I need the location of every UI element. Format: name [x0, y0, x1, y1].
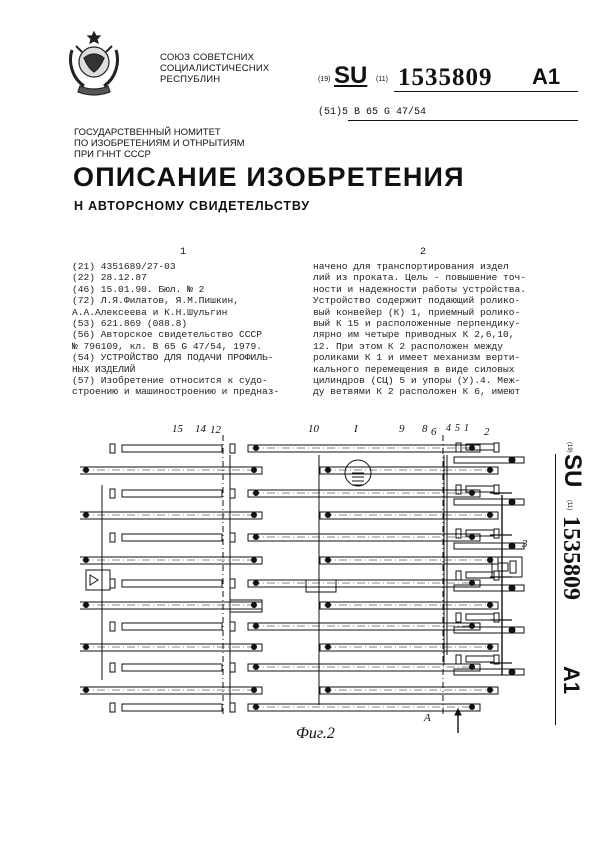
roller: [456, 443, 461, 452]
sprocket-icon: [254, 491, 259, 496]
cylinder-box: [306, 580, 336, 592]
label-1: 1: [464, 423, 469, 434]
biblio-line: (21) 4351689/27-03: [72, 261, 176, 272]
label-10: 10: [308, 423, 319, 435]
ipc-underline: [348, 120, 578, 121]
sprocket-icon: [509, 543, 515, 549]
conveyor-beam-12: [80, 557, 262, 564]
receiving-roller-15: [122, 580, 222, 587]
conveyor-beam-12: [80, 467, 262, 474]
ussr-emblem-icon: [62, 28, 126, 98]
motor-icon: [90, 575, 98, 585]
biblio-line: (46) 15.01.90. Бюл. № 2: [72, 283, 205, 295]
union-line: РЕСПУБЛИН: [160, 74, 221, 85]
roller: [494, 529, 499, 538]
conveyor-beam-12: [80, 602, 262, 609]
side-country-code: SU: [559, 454, 586, 488]
roller: [230, 663, 235, 672]
sprocket-icon: [509, 669, 515, 675]
roller: [110, 489, 115, 498]
sprocket-icon: [488, 468, 493, 473]
figure-caption: Фиг.2: [296, 725, 335, 742]
conveyor-beam-10: [248, 704, 480, 711]
conveyor-beam-6: [320, 557, 498, 564]
sprocket-icon: [254, 624, 259, 629]
committee-name: [74, 127, 245, 160]
sprocket-icon: [326, 513, 331, 518]
sprocket-icon: [326, 558, 331, 563]
label-4: 4: [446, 423, 451, 434]
conveyor-beam-10: [248, 490, 480, 497]
roller: [110, 663, 115, 672]
sprocket-icon: [326, 603, 331, 608]
sprocket-icon: [326, 688, 331, 693]
abstract-line: Устройство содержит подающий ролико-: [313, 295, 521, 307]
receiving-roller-15: [122, 623, 222, 630]
sprocket-icon: [252, 513, 257, 518]
side-code-19: (19): [566, 442, 572, 453]
roller: [110, 533, 115, 542]
sprocket-icon: [252, 603, 257, 608]
abstract-line: вый К 15 и расположенные перпендику-: [313, 318, 521, 330]
conveyor-beam-6: [320, 467, 498, 474]
patent-identifier: [314, 62, 578, 91]
roller: [456, 571, 461, 580]
conveyor-beam-10: [248, 664, 480, 671]
abstract-line: кального перемещения в виде силовых: [313, 363, 515, 375]
roller: [456, 613, 461, 622]
sprocket-icon: [252, 468, 257, 473]
sprocket-icon: [509, 585, 515, 591]
biblio-line: А.А.Алексеева и К.Н.Шульгин: [72, 306, 228, 318]
biblio-line: (53) 621.869 (088.8): [72, 318, 188, 330]
sprocket-icon: [470, 535, 475, 540]
label-5: 5: [455, 423, 460, 434]
abstract-line: цилиндров (СЦ) 5 и упоры (У).4. Меж-: [313, 375, 521, 387]
biblio-line: (72) Л.Я.Филатов, Я.М.Пишкин,: [72, 295, 239, 307]
biblio-line: НЫХ ИЗДЕЛИЙ: [72, 363, 136, 375]
label-9: 9: [399, 423, 405, 435]
sprocket-icon: [509, 627, 515, 633]
sprocket-icon: [254, 581, 259, 586]
column-number-1: 1: [180, 247, 187, 258]
conveyor-beam-6: [320, 602, 498, 609]
receiving-roller-15: [122, 490, 222, 497]
roller: [230, 622, 235, 631]
sprocket-icon: [84, 468, 89, 473]
label-I: I: [354, 423, 358, 435]
conveyor-beam-10: [248, 580, 480, 587]
patent-underline: [394, 91, 578, 92]
roller: [230, 489, 235, 498]
side-underline: [555, 454, 556, 725]
column-number-2: 2: [420, 247, 427, 258]
abstract-line: лий из проката. Цель - повышение точ-: [313, 272, 527, 284]
sprocket-icon: [254, 665, 259, 670]
roller: [230, 703, 235, 712]
feeding-roller-1: [466, 614, 494, 620]
conveyor-beam-10: [248, 534, 480, 541]
conveyor-beam-10: [248, 445, 480, 452]
abstract-line: ду ветвями К 2 расположен К 6, имеют: [313, 386, 521, 398]
committee-line: ГОСУДАРСТВЕННЫЙ НОМИТЕТ: [74, 127, 221, 138]
committee-line: ПО ИЗОБРЕТЕНИЯМ И ОТНРЫТИЯМ: [74, 138, 245, 149]
bibliographic-column: [72, 261, 302, 398]
roller: [110, 579, 115, 588]
abstract-line: роликами К 1 и имеет механизм верти-: [313, 352, 521, 364]
biblio-line: (54) УСТРОЙСТВО ДЛЯ ПОДАЧИ ПРОФИЛЬ-: [72, 352, 274, 364]
biblio-line: (56) Авторское свидетельство СССР: [72, 329, 262, 341]
label-14: 14: [195, 423, 206, 435]
conveyor-beam-12: [80, 512, 262, 519]
sprocket-icon: [84, 688, 89, 693]
abstract-line: вый конвейер (К) 1, приемный ролико-: [313, 306, 521, 318]
sprocket-icon: [488, 558, 493, 563]
union-line: СОЦИАЛИСТИЧЕСНИХ: [160, 63, 270, 74]
sprocket-icon: [488, 688, 493, 693]
abstract-line: 12. При этом К 2 расположен между: [313, 340, 503, 352]
drive-unit-3: [492, 557, 522, 577]
sprocket-icon: [254, 535, 259, 540]
label-6: 6: [431, 426, 437, 438]
roller: [230, 444, 235, 453]
label-3: 3: [522, 538, 528, 550]
sprocket-icon: [252, 688, 257, 693]
ipc-classification: (51)5 B 65 G 47/54: [318, 107, 427, 118]
side-code-11: (11): [566, 500, 572, 511]
conveyor-beam-10: [248, 623, 480, 630]
side-patent-stamp: [548, 440, 588, 725]
sprocket-icon: [326, 468, 331, 473]
sprocket-icon: [84, 603, 89, 608]
roller: [456, 655, 461, 664]
receiving-roller-15: [122, 704, 222, 711]
roller: [110, 703, 115, 712]
receiving-roller-15: [122, 445, 222, 452]
sprocket-icon: [488, 645, 493, 650]
conveyor-beam-12: [80, 644, 262, 651]
sprocket-icon: [488, 513, 493, 518]
receiving-roller-15: [122, 534, 222, 541]
biblio-line: № 796109, кл. B 65 G 47/54, 1979.: [72, 340, 262, 352]
sprocket-icon: [84, 645, 89, 650]
label-2: 2: [484, 426, 490, 438]
section-label-A: A: [424, 712, 431, 724]
side-patent-kind: A1: [559, 666, 584, 695]
roller: [230, 579, 235, 588]
biblio-line: строению и машиностроению и предназ-: [72, 386, 280, 398]
abstract-column: [313, 261, 559, 398]
patent-kind: A1: [532, 64, 561, 89]
sprocket-icon: [84, 513, 89, 518]
biblio-line: (57) Изобретение относится к судо-: [72, 375, 268, 387]
label-15: 15: [172, 423, 183, 435]
feeding-roller-1: [466, 656, 494, 662]
abstract-line: ности и надежности работы устройства.: [313, 283, 527, 295]
feeding-roller-1: [466, 572, 494, 578]
sprocket-icon: [84, 558, 89, 563]
document-subtitle: Н АВТОРСНОМУ СВИДЕТЕЛЬСТВУ: [74, 199, 310, 213]
sprocket-icon: [252, 645, 257, 650]
label-8: 8: [422, 423, 428, 435]
roller: [494, 613, 499, 622]
sprocket-icon: [252, 558, 257, 563]
code-11: (11): [376, 76, 388, 83]
conveyor-drawing: [80, 415, 550, 735]
biblio-line: (22) 28.12.87: [72, 272, 147, 284]
sprocket-icon: [470, 705, 475, 710]
conveyor-beam-6: [320, 644, 498, 651]
roller: [110, 444, 115, 453]
conveyor-beam-6: [320, 512, 498, 519]
document-title: ОПИСАНИЕ ИЗОБРЕТЕНИЯ: [73, 162, 465, 192]
receiving-roller-15: [122, 664, 222, 671]
roller: [494, 443, 499, 452]
label-12: 12: [210, 424, 221, 436]
union-name: [160, 52, 269, 85]
roller: [494, 571, 499, 580]
sprocket-icon: [326, 645, 331, 650]
side-patent-number: 1535809: [558, 516, 584, 600]
conveyor-beam-12: [80, 687, 262, 694]
country-code: SU: [334, 62, 368, 89]
patent-number: 1535809: [398, 64, 493, 91]
sprocket-icon: [254, 705, 259, 710]
roller: [110, 622, 115, 631]
sprocket-icon: [470, 491, 475, 496]
abstract-line: начено для транспортирования издел: [313, 261, 509, 272]
sprocket-icon: [509, 499, 515, 505]
abstract-line: лярно им четыре приводных К 2,6,10,: [313, 329, 515, 341]
sprocket-icon: [488, 603, 493, 608]
committee-line: ПРИ ГННТ СССР: [74, 149, 151, 160]
roller: [230, 533, 235, 542]
conveyor-beam-6: [320, 687, 498, 694]
sprocket-icon: [509, 457, 515, 463]
sprocket-icon: [254, 446, 259, 451]
sprocket-icon: [470, 624, 475, 629]
code-19: (19): [318, 76, 331, 83]
union-line: СОЮЗ СОВЕТСНИХ: [160, 52, 255, 63]
